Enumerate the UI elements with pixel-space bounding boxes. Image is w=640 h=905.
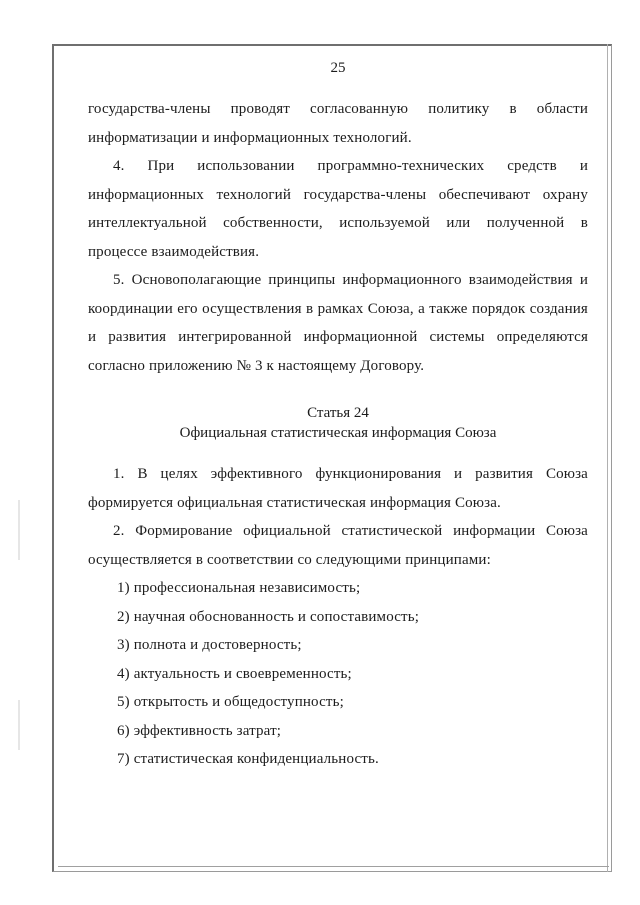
paragraph-item-1: 1. В целях эффективного функционирования и развития Союза формируется официальная статистическая информация Союза. — [88, 466, 588, 511]
page-border-inner-right — [607, 44, 610, 872]
principles-list — [88, 574, 588, 774]
list-item: 7) статистическая конфиденциальность. — [117, 751, 379, 767]
list-item: 1) профессиональная независимость; — [117, 580, 361, 596]
page-number: 25 — [330, 60, 346, 76]
document-body — [88, 58, 588, 774]
scan-artifact — [18, 700, 20, 750]
article-title: Официальная статистическая информация Союза — [179, 425, 497, 441]
paragraph-continuation: государства-члены проводят согласованную политику в области информатизации и информационных технологий. — [88, 101, 588, 146]
article-heading: Статья 24 — [307, 405, 369, 421]
paragraph-item-2: 2. Формирование официальной статистической информации Союза осуществляется в соответствии со следующими принципами: — [88, 523, 588, 568]
list-item: 3) полнота и достоверность; — [117, 637, 302, 653]
list-item: 4) актуальность и своевременность; — [117, 665, 352, 682]
list-item: 2) научная обоснованность и сопоставимость; — [117, 608, 420, 625]
scan-artifact — [18, 500, 20, 560]
paragraph-item-4: 4. При использовании программно-технических средств и информационных технологий государства-члены обеспечивают охрану интеллектуальной собственности, используемой или полученной в процессе взаимодействия. — [88, 158, 588, 260]
page-border-inner-bottom — [58, 866, 609, 869]
list-item: 5) открытость и общедоступность; — [117, 694, 344, 710]
list-item: 6) эффективность затрат; — [117, 722, 282, 739]
paragraph-item-5: 5. Основополагающие принципы информационного взаимодействия и координации его осуществления в рамках Союза, а также порядок создания и развития интегрированной информационной системы определяются согласно приложению № 3 к настоящему Договору. — [88, 272, 588, 374]
